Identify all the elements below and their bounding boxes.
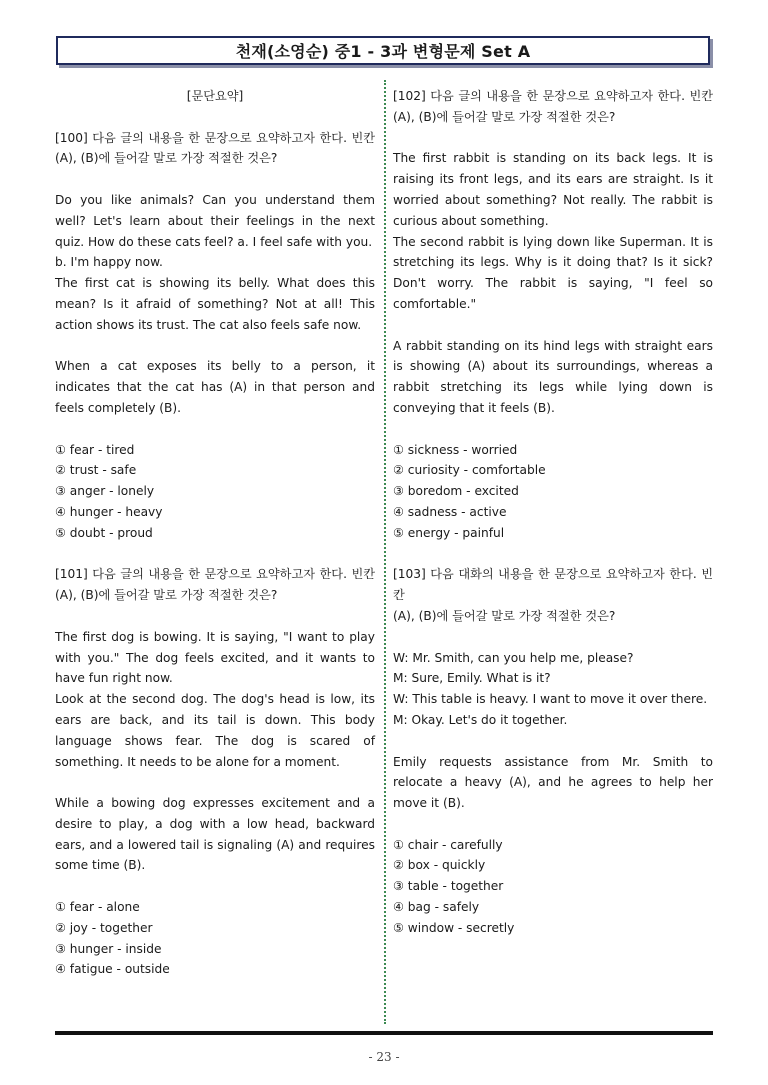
question-103 (393, 564, 713, 938)
q101-passage-p2: Look at the second dog. The dog's head is low, its ears are back, and its tail is down. This body language shows fear. The dog is scared of something. It needs to be alone for a moment. (55, 692, 375, 769)
q103-instruction-line1: [103] 다음 대화의 내용을 한 문장으로 요약하고자 한다. 빈칸 (393, 567, 713, 603)
q103-summary: Emily requests assistance from Mr. Smith to relocate a heavy (A), and he agrees to help her move it (B). (393, 754, 713, 811)
left-column (55, 86, 375, 980)
q103-dialogue-line-1: W: Mr. Smith, can you help me, please? (393, 650, 634, 665)
q101-option-3[interactable]: ③ hunger - inside (55, 941, 162, 956)
q100-option-3[interactable]: ③ anger - lonely (55, 484, 155, 499)
section-label: [문단요약] (186, 89, 244, 103)
q100-instruction-line1: [100] 다음 글의 내용을 한 문장으로 요약하고자 한다. 빈칸 (55, 130, 375, 145)
q100-passage-p1: Do you like animals? Can you understand them well? Let's learn about their feelings in the next quiz. How do these cats feel? a. I feel safe with you. (55, 192, 375, 249)
q103-option-5[interactable]: ⑤ window - secretly (393, 920, 515, 935)
q101-summary: While a bowing dog expresses excitement and a desire to play, a dog with a low head, backward ears, and a lowered tail is signaling (A) and requires some time (B). (55, 796, 375, 873)
q100-summary: When a cat exposes its belly to a person, it indicates that the cat has (A) in that person and feels completely (B). (55, 359, 375, 415)
question-102 (393, 86, 713, 544)
q100-passage-p3: The first cat is showing its belly. What does this mean? Is it afraid of something? Not at all! This action shows its trust. The cat also feels safe now. (55, 276, 375, 332)
q101-instruction-line2: (A), (B)에 들어갈 말로 가장 적절한 것은? (55, 588, 278, 603)
q103-dialogue-line-3: W: This table is heavy. I want to move it over there. (393, 692, 708, 707)
q103-option-1[interactable]: ① chair - carefully (393, 837, 503, 852)
q101-passage-p1: The first dog is bowing. It is saying, "I want to play with you." The dog feels excited, and it wants to have fun right now. (55, 629, 375, 686)
q102-option-3[interactable]: ③ boredom - excited (393, 484, 519, 499)
q102-instruction-line2: (A), (B)에 들어갈 말로 가장 적절한 것은? (393, 109, 616, 124)
q101-instruction-line1: [101] 다음 글의 내용을 한 문장으로 요약하고자 한다. 빈칸 (55, 567, 375, 582)
page-number: - 23 - (368, 1050, 400, 1064)
q102-option-4[interactable]: ④ sadness - active (393, 504, 507, 519)
q103-instruction-line2: (A), (B)에 들어갈 말로 가장 적절한 것은? (393, 608, 616, 623)
page-title: 천재(소영순) 중1 - 3과 변형문제 Set A (56, 36, 710, 65)
q102-instruction-line1: [102] 다음 글의 내용을 한 문장으로 요약하고자 한다. 빈칸 (393, 89, 713, 103)
q102-summary: A rabbit standing on its hind legs with straight ears is showing (A) about its surroundings, whereas a rabbit stretching its legs while lying down is conveying that it feels (B). (393, 338, 713, 415)
q101-option-4[interactable]: ④ fatigue - outside (55, 962, 170, 977)
q103-dialogue-line-2: M: Sure, Emily. What is it? (393, 671, 551, 686)
column-divider (384, 80, 386, 1024)
q100-option-1[interactable]: ① fear - tired (55, 442, 135, 457)
q102-option-5[interactable]: ⑤ energy - painful (393, 525, 505, 540)
q102-option-1[interactable]: ① sickness - worried (393, 442, 518, 457)
q103-option-3[interactable]: ③ table - together (393, 879, 504, 894)
question-101 (55, 564, 375, 980)
footer-rule (55, 1031, 713, 1035)
q100-option-5[interactable]: ⑤ doubt - proud (55, 525, 153, 540)
right-column (393, 86, 713, 939)
q100-option-4[interactable]: ④ hunger - heavy (55, 504, 163, 519)
question-100 (55, 128, 375, 544)
q102-passage-p1: The first rabbit is standing on its back legs. It is raising its front legs, and its ears are straight. Is it worried about something? Not really. The rabbit is curious about something. (393, 151, 713, 228)
q101-option-2[interactable]: ② joy - together (55, 920, 153, 935)
q102-option-2[interactable]: ② curiosity - comfortable (393, 463, 546, 478)
q103-option-2[interactable]: ② box - quickly (393, 858, 486, 873)
q103-dialogue-line-4: M: Okay. Let's do it together. (393, 712, 568, 727)
q101-option-1[interactable]: ① fear - alone (55, 900, 140, 915)
q103-option-4[interactable]: ④ bag - safely (393, 900, 480, 915)
q100-option-2[interactable]: ② trust - safe (55, 463, 137, 478)
q102-passage-p2: The second rabbit is lying down like Superman. It is stretching its legs. Why is it doing that? Is it sick? Don't worry. The rabbit is saying, "I feel so comfortable." (393, 234, 713, 311)
q100-passage-p2: b. I'm happy now. (55, 255, 163, 270)
q100-instruction-line2: (A), (B)에 들어갈 말로 가장 적절한 것은? (55, 151, 278, 166)
